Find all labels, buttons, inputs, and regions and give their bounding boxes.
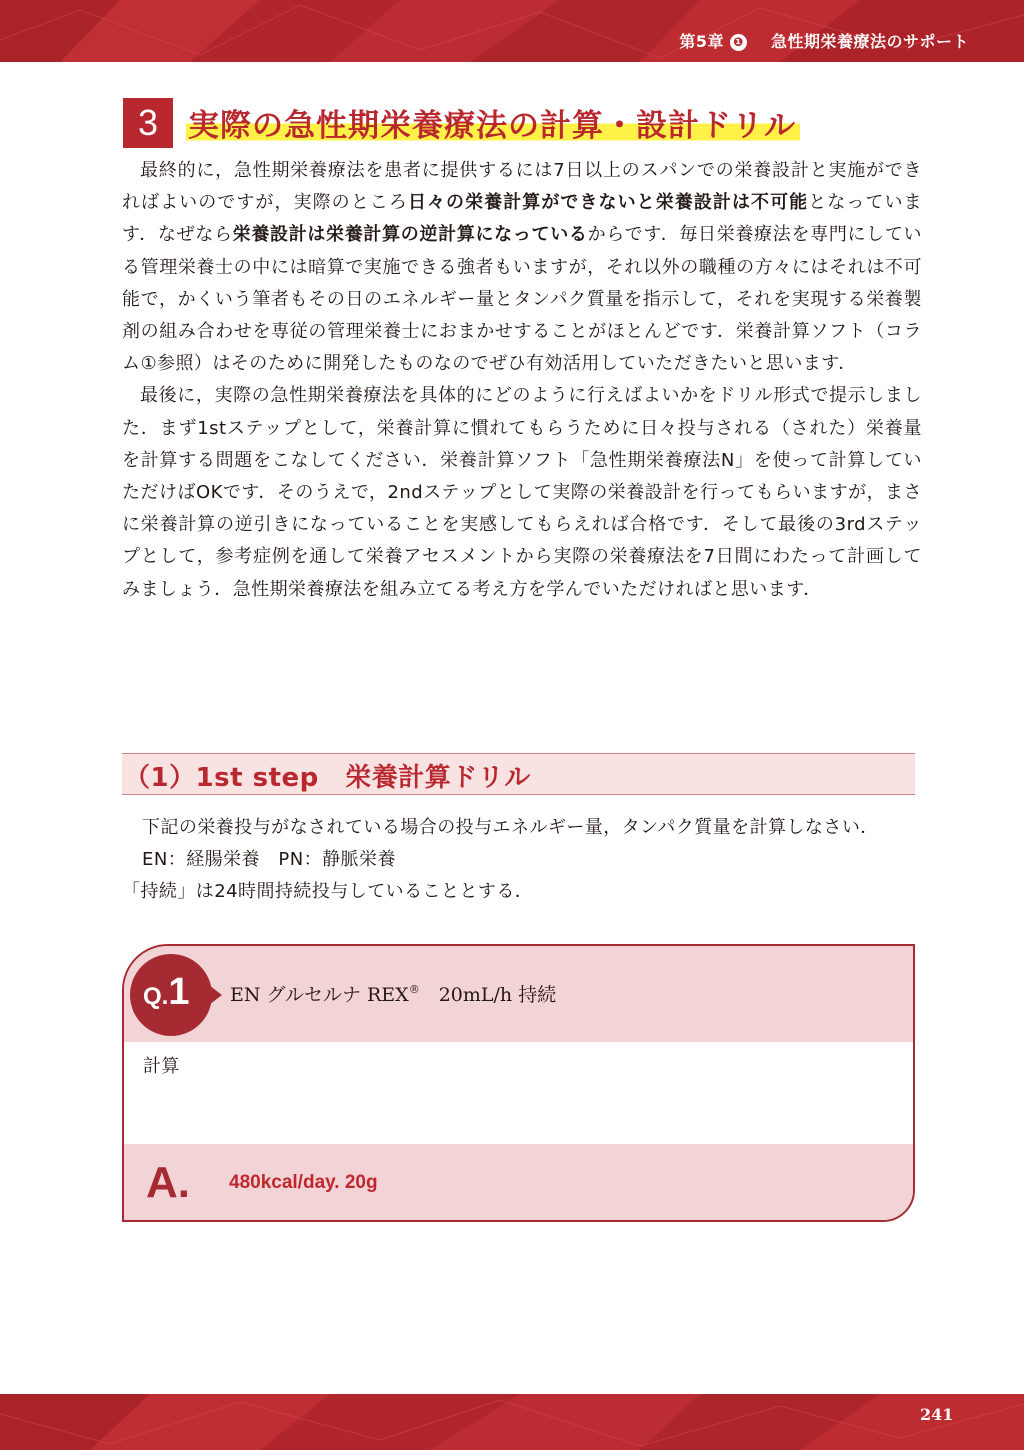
paragraph-1-bold-1: 日々の栄養計算ができないと栄養設計は不可能	[407, 192, 809, 214]
paragraph-2: 最後に，実際の急性期栄養療法を具体的にどのように行えばよいかをドリル形式で提示しました．まず1stステップとして，栄養計算に慣れてもらうために日々投与される（された）栄養量を計算する問題をこなしてください．栄養計算ソフト「急性期栄養療法N」を使って計算していただけばOKです．そのうえで，2ndステップとして実際の栄養設計を行ってもらいますが，まさに栄養計算の逆引きになっていることを実感してもらえれば合格です．そして最後の3rdステップとして，参考症例を通して栄養アセスメントから実際の栄養療法を7日間にわたって計画してみましょう．急性期栄養療法を組み立てる考え方を学んでいただければと思います．	[122, 385, 922, 600]
registered-mark: ®	[408, 983, 420, 996]
body-text	[122, 155, 922, 606]
page-number: 241	[920, 1405, 954, 1424]
note-text: 「持続」は24時間持続投与していることとする．	[122, 881, 534, 902]
question-rate: 20mL/h 持続	[419, 984, 557, 1006]
calculation-label: 計算	[143, 1056, 180, 1077]
question-number-digit: 1	[168, 971, 189, 1013]
footer-band	[0, 1394, 1024, 1450]
question-text	[230, 980, 556, 1007]
answer-label: A.	[146, 1158, 190, 1207]
section-title: 実際の急性期栄養療法の計算・設計ドリル	[186, 100, 800, 145]
instruction-text: 下記の栄養投与がなされている場合の投与エネルギー量，タンパク質量を計算しなさい．	[142, 817, 879, 838]
abbreviation-text: EN：経腸栄養 PN：静脈栄養	[142, 849, 396, 870]
question-number	[143, 971, 188, 1014]
answer-value: 480kcal/day. 20g	[229, 1172, 378, 1193]
running-header	[679, 29, 969, 52]
header-title: 急性期栄養療法のサポート	[770, 32, 969, 51]
section-number: 3	[123, 98, 173, 148]
step-heading	[122, 753, 915, 795]
paragraph-1-bold-2: 栄養設計は栄養計算の逆計算になっている	[232, 224, 588, 246]
question-product: EN グルセルナ REX	[230, 984, 409, 1006]
paragraph-1-part-2: となっています．なぜなら	[122, 192, 923, 246]
header-band	[0, 0, 1024, 62]
paragraph-1	[122, 155, 922, 380]
paragraph-1-part-3: からです．毎日栄養療法を専門にしている管理栄養士の中には暗算で実施できる強者もいますが，それ以外の職種の方々にはそれは不可能で，かくいう筆者もその日のエネルギー量とタンパク質量を指示して，それを実現する栄養製剤の組み合わせを専従の管理栄養士におまかせすることがほとんどです．栄養計算ソフト（コラム①参照）はそのために開発したものなのでぜひ有効活用していただきたいと思います．	[122, 224, 922, 375]
step-heading-text: （1）1st step 栄養計算ドリル	[124, 763, 531, 793]
chapter-label: 第5章	[679, 32, 724, 51]
footer-polygon-pattern	[0, 1394, 1024, 1450]
paragraph-1-part-1: 最終的に，急性期栄養療法を患者に提供するには7日以上のスパンでの栄養設計と実施ができればよいのですが，実際のところ	[122, 160, 922, 214]
section-marker: ❶	[730, 34, 747, 51]
question-badge-arrow-icon	[205, 982, 222, 1008]
question-prefix: Q.	[143, 983, 169, 1010]
